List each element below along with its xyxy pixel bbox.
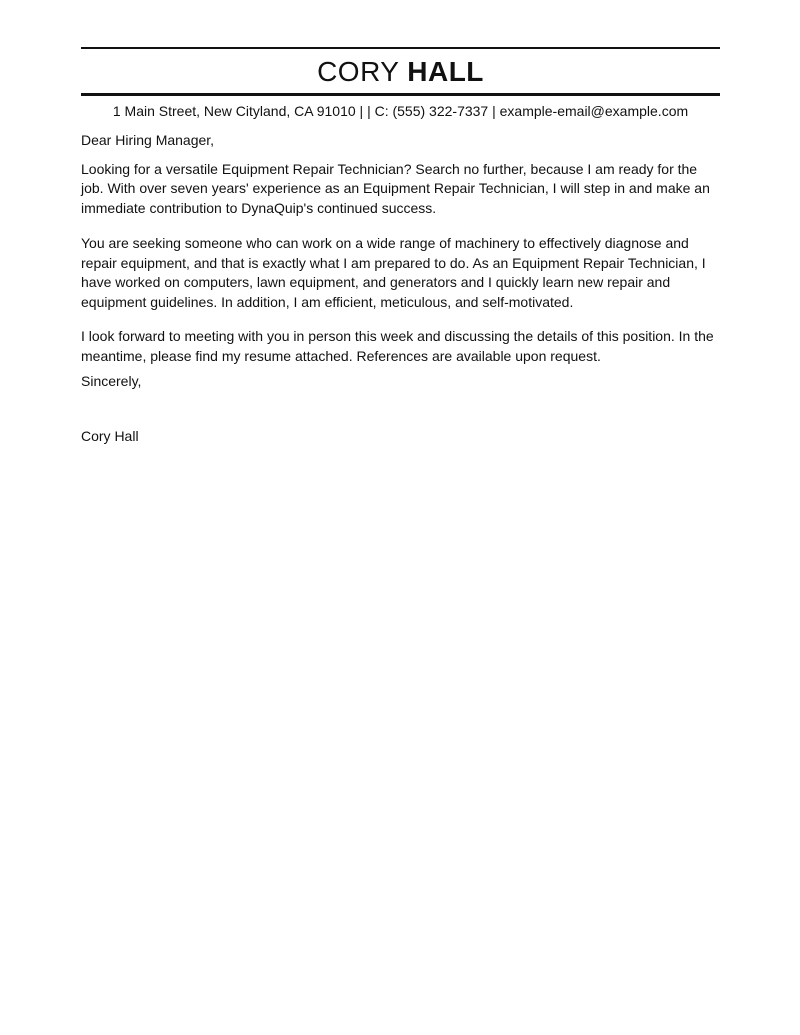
candidate-name: [81, 49, 720, 93]
candidate-first-name: CORY: [317, 56, 399, 87]
letter-header: [81, 47, 720, 121]
contact-line: 1 Main Street, New Cityland, CA 91010 | | C: (555) 322-7337 | example-email@example.com: [112, 103, 689, 119]
candidate-last-name: HALL: [407, 56, 484, 87]
letter-content: [81, 0, 720, 446]
signature-name: Cory Hall: [81, 427, 139, 444]
greeting: Dear Hiring Manager,: [81, 132, 215, 148]
closing: Sincerely,: [81, 373, 142, 389]
body-paragraph: Looking for a versatile Equipment Repair Technician? Search no further, because I am ready for the job. With over seven years' experience as an Equipment Repair Technician, I will step in and make an immediate contribution to DynaQuip's continued success.: [81, 160, 710, 216]
body-paragraph: I look forward to meeting with you in person this week and discussing the details of this position. In the meantime, please find my resume attached. References are available upon request.: [81, 328, 714, 364]
letter-body: [81, 131, 720, 446]
body-paragraph: You are seeking someone who can work on a wide range of machinery to effectively diagnose and repair equipment, and that is exactly what I am prepared to do. As an Equipment Repair Technician, I have worked on computers, lawn equipment, and generators and I quickly learn new repair and equipment guidelines. In addition, I am efficient, meticulous, and self-motivated.: [81, 235, 706, 310]
